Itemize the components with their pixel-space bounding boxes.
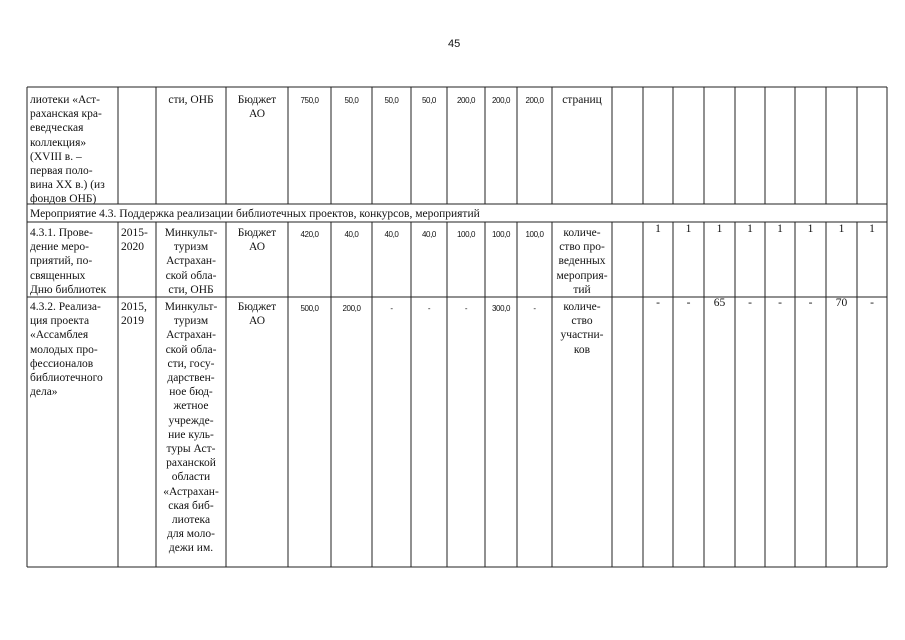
row2-target-1: 1 <box>655 223 661 235</box>
row2-target-7: 1 <box>838 223 845 235</box>
row1-amount-2020: 200,0 <box>525 96 544 105</box>
row1-name: лиотеки «Аст- раханская кра- еведческая коллекция» (XVIII в. – первая поло- вина XX в.) (из фондов ОНБ) <box>30 94 105 206</box>
row3-target-4: - <box>748 297 752 309</box>
row3-amount-2019: 300,0 <box>491 304 511 313</box>
row3-source: Бюджет АО <box>237 301 277 328</box>
row2-target-3: 1 <box>716 223 723 235</box>
row3-target-5: - <box>778 297 782 309</box>
row3-amount-2017: - <box>427 304 431 313</box>
row3-target-7: 70 <box>835 297 848 309</box>
row2-amount-2016: 40,0 <box>384 230 399 239</box>
row1-amount-2015: 50,0 <box>344 96 359 105</box>
row2-amount-2018: 100,0 <box>456 230 476 239</box>
row2-amount-2020: 100,0 <box>525 230 544 239</box>
row3-indicator: количе- ство участни- ков <box>560 301 604 356</box>
row2-target-8: 1 <box>869 223 875 235</box>
row1-amount-2016: 50,0 <box>384 96 399 105</box>
row3-executor: Минкульт- туризм Астрахан- ской обла- сти, госу- дарствен- ное бюд- жетное учрежде- ние куль- туры Аст- раханской области «Астрахан- ская биб- лиотека для моло- дежи им. <box>163 301 219 555</box>
row2-years: 2015- 2020 <box>121 227 148 254</box>
page-number: 45 <box>448 38 461 50</box>
row3-amount-2016: - <box>390 304 393 313</box>
row3-target-2: - <box>686 297 691 309</box>
row1-source: Бюджет АО <box>237 94 277 121</box>
row1-executor: сти, ОНБ <box>168 94 214 106</box>
row2-target-4: 1 <box>747 223 753 235</box>
row2-amount-2015: 40,0 <box>344 230 359 239</box>
row1-amount-2019: 200,0 <box>491 96 511 105</box>
row1-amount-2018: 200,0 <box>456 96 476 105</box>
row2-target-5: 1 <box>777 223 783 235</box>
row3-years: 2015, 2019 <box>121 301 147 328</box>
section-title: Мероприятие 4.3. Поддержка реализации библиотечных проектов, конкурсов, мероприятий <box>30 208 480 220</box>
row2-amount-2019: 100,0 <box>491 230 511 239</box>
row2-executor: Минкульт- туризм Астрахан- ской обла- сти, ОНБ <box>164 227 218 296</box>
row3-amount-2015: 200,0 <box>342 304 361 313</box>
row2-target-2: 1 <box>685 223 692 235</box>
row3-amount-2018: - <box>464 304 468 313</box>
row1-amount-2017: 50,0 <box>422 96 436 105</box>
row3-amount-2020: - <box>533 304 536 313</box>
grid-rows23-verticals <box>118 222 857 567</box>
row3-target-1: - <box>656 297 660 309</box>
row3-name: 4.3.2. Реализа- ция проекта «Ассамблея молодых про- фессионалов библиотечного дела» <box>30 301 103 399</box>
row2-source: Бюджет АО <box>237 227 277 254</box>
row1-indicator: страниц <box>562 94 602 106</box>
row3-target-3: 65 <box>713 297 726 309</box>
row1-amount-total: 750,0 <box>300 96 319 105</box>
row2-name: 4.3.1. Прове- дение меро- приятий, по- священных Дню библиотек <box>30 227 107 296</box>
row2-target-6: 1 <box>807 223 814 235</box>
row3-amount-total: 500,0 <box>300 304 319 313</box>
row2-indicator: количе- ство про- веденных мероприя- тий <box>556 227 608 296</box>
row3-target-8: - <box>870 297 874 309</box>
row2-amount-total: 420,0 <box>300 230 319 239</box>
row2-amount-2017: 40,0 <box>422 230 436 239</box>
row3-target-6: - <box>808 297 813 309</box>
